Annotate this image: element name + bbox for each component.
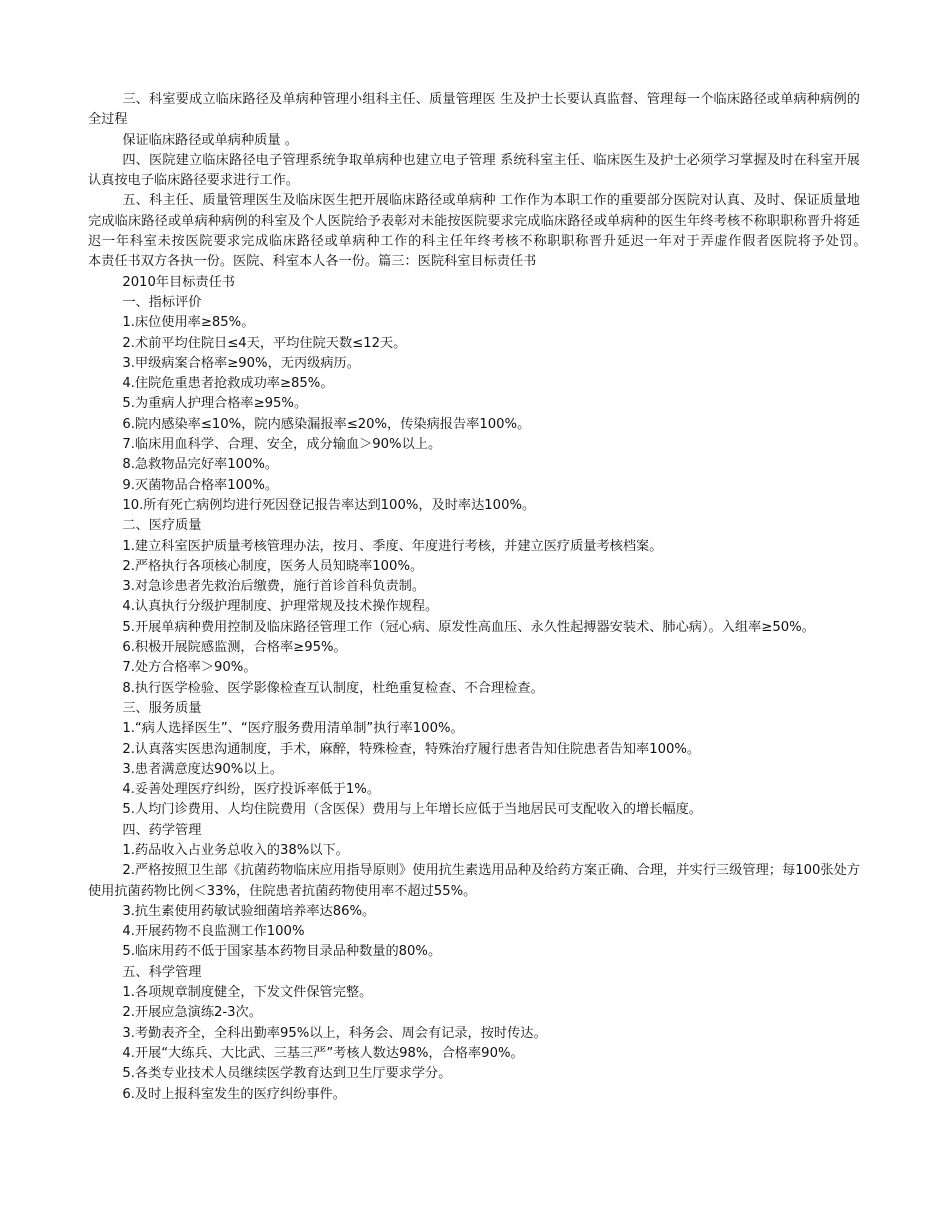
list-item: 3.甲级病案合格率≥90%，无丙级病历。 (122, 355, 360, 371)
document-subtitle: 2010年目标责任书 (122, 274, 235, 290)
paragraph: 保证临床路径或单病种质量 。 (122, 132, 298, 148)
list-item: 9.灭菌物品合格率100%。 (122, 477, 279, 493)
list-item: 2.开展应急演练2-3次。 (122, 1005, 262, 1021)
list-item: 5.临床用药不低于国家基本药物目录品种数量的80%。 (122, 944, 442, 960)
list-item: 7.处方合格率＞90%。 (122, 660, 257, 676)
list-item: 2.严格按照卫生部《抗菌药物临床应用指导原则》使用抗生素选用品种及给药方案正确、合理，并实行三级管理；每100张处方使用抗菌药物比例＜33%，住院患者抗菌药物使用率不超过55%。 (88, 863, 860, 899)
list-item: 6.积极开展院感监测，合格率≥95%。 (122, 640, 347, 656)
paragraph: 五、科主任、质量管理医生及临床医生把开展临床路径或单病种 工作作为本职工作的重要部分医院对认真、及时、保证质量地完成临床路径或单病种病例的科室及个人医院给予表彰对未能按医院要求完成临床路径或单病种的医生年终考核不称职职称晋升将延迟一年科室未按医院要求完成临床路径或单病种工作的科主任年终考核不称职职称晋升延迟一年对于弄虚作假者医院将予处罚。 本责任书双方各执一份。医院、科室本人各一份。篇三：医院科室目标责任书 (88, 193, 900, 270)
list-item: 3.抗生素使用药敏试验细菌培养率达86%。 (122, 903, 376, 919)
document-body (88, 90, 900, 1105)
list-item: 3.对急诊患者先救治后缴费，施行首诊首科负责制。 (122, 579, 426, 595)
section-heading: 二、医疗质量 (122, 518, 202, 534)
list-item: 1.床位使用率≥85%。 (122, 315, 255, 331)
list-item: 8.急救物品完好率100%。 (122, 457, 279, 473)
list-item: 2.严格执行各项核心制度，医务人员知晓率100%。 (122, 558, 424, 574)
list-item: 2.认真落实医患沟通制度，手术，麻醉，特殊检查，特殊治疗履行患者告知住院患者告知率100%。 (122, 741, 701, 757)
list-item: 1.“病人选择医生”、“医疗服务费用清单制”执行率100%。 (122, 721, 464, 737)
paragraph: 三、科室要成立临床路径及单病种管理小组科主任、质量管理医 生及护士长要认真监督、管理每一个临床路径或单病种病例的全过程 (88, 92, 860, 128)
section-heading: 四、药学管理 (122, 822, 202, 838)
list-item: 4.开展药物不良监测工作100% (122, 924, 305, 940)
list-item: 3.考勤表齐全，全科出勤率95%以上，科务会、周会有记录，按时传达。 (122, 1025, 547, 1041)
list-item: 10.所有死亡病例均进行死因登记报告率达到100%，及时率达100%。 (122, 497, 536, 513)
list-item: 6.院内感染率≤10%，院内感染漏报率≤20%，传染病报告率100%。 (122, 416, 531, 432)
list-item: 1.药品收入占业务总收入的38%以下。 (122, 842, 349, 858)
section-heading: 一、指标评价 (122, 294, 202, 310)
list-item: 1.建立科室医护质量考核管理办法，按月、季度、年度进行考核，并建立医疗质量考核档案。 (122, 538, 663, 554)
section-heading: 三、服务质量 (122, 700, 202, 716)
list-item: 8.执行医学检验、医学影像检查互认制度，杜绝重复检查、不合理检查。 (122, 680, 544, 696)
list-item: 5.开展单病种费用控制及临床路径管理工作（冠心病、原发性高血压、永久性起搏器安装术、肺心病）。入组率≥50%。 (122, 619, 815, 635)
list-item: 2.术前平均住院日≤4天，平均住院天数≤12天。 (122, 335, 407, 351)
list-item: 4.妥善处理医疗纠纷，医疗投诉率低于1%。 (122, 782, 381, 798)
list-item: 5.人均门诊费用、人均住院费用（含医保）费用与上年增长应低于当地居民可支配收入的增长幅度。 (122, 802, 702, 818)
list-item: 3.患者满意度达90%以上。 (122, 761, 283, 777)
list-item: 4.住院危重患者抢救成功率≥85%。 (122, 376, 334, 392)
list-item: 4.开展“大练兵、大比武、三基三严”考核人数达98%，合格率90%。 (122, 1045, 524, 1061)
list-item: 7.临床用血科学、合理、安全，成分输血＞90%以上。 (122, 437, 442, 453)
list-item: 5.为重病人护理合格率≥95%。 (122, 396, 308, 412)
list-item: 4.认真执行分级护理制度、护理常规及技术操作规程。 (122, 599, 439, 615)
list-item: 5.各类专业技术人员继续医学教育达到卫生厅要求学分。 (122, 1066, 452, 1082)
list-item: 6.及时上报科室发生的医疗纠纷事件。 (122, 1086, 346, 1102)
section-heading: 五、科学管理 (122, 964, 202, 980)
list-item: 1.各项规章制度健全，下发文件保管完整。 (122, 985, 373, 1001)
paragraph: 四、医院建立临床路径电子管理系统争取单病种也建立电子管理 系统科室主任、临床医生及护士必须学习掌握及时在科室开展认真按电子临床路径要求进行工作。 (88, 152, 860, 189)
